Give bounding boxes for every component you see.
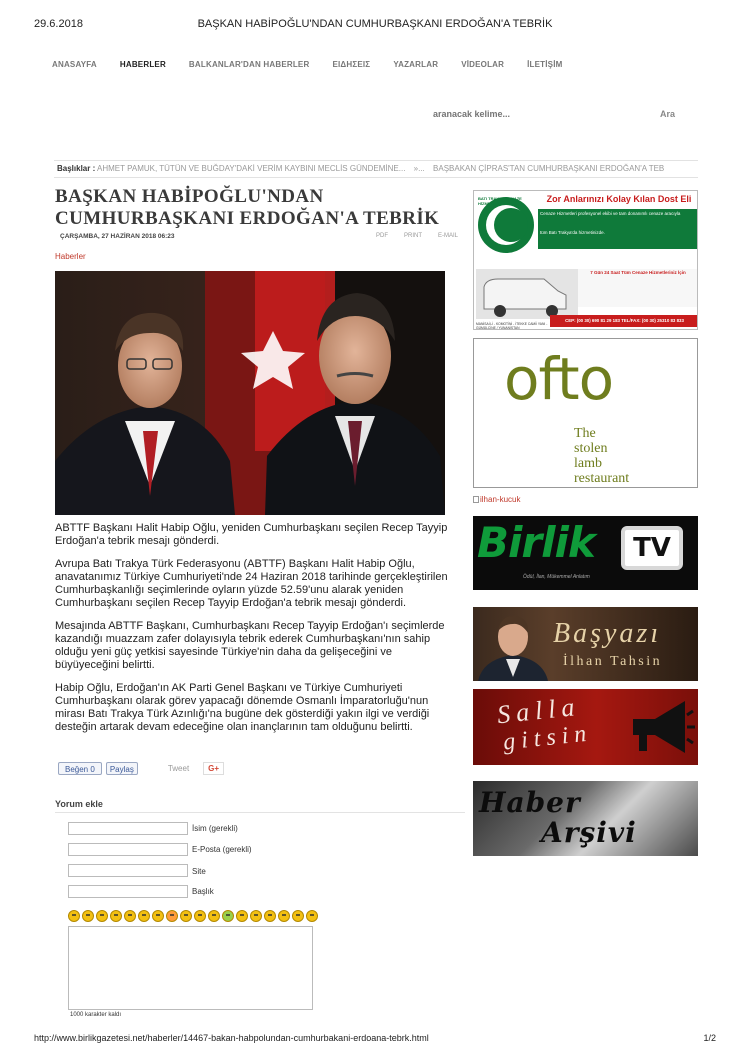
- smiley-bar: [68, 910, 320, 922]
- smiley-icon[interactable]: [152, 910, 164, 922]
- smiley-icon[interactable]: [292, 910, 304, 922]
- nav-item-yazarlar[interactable]: YAZARLAR: [393, 60, 439, 69]
- title-field[interactable]: [68, 885, 188, 898]
- smiley-icon[interactable]: [180, 910, 192, 922]
- search-input[interactable]: [425, 106, 645, 122]
- nav-item-videolar[interactable]: VİDEOLAR: [461, 60, 505, 69]
- article-tools: [376, 233, 474, 239]
- print-date: 29.6.2018: [34, 18, 83, 30]
- nav-item-haberler[interactable]: HABERLER: [119, 60, 166, 69]
- email-field-label: E-Posta (gerekli): [192, 845, 252, 854]
- smiley-icon[interactable]: [110, 910, 122, 922]
- nav-item-balkanlardan[interactable]: BALKANLAR'DAN HABERLER: [188, 60, 310, 69]
- smiley-icon[interactable]: [194, 910, 206, 922]
- facebook-share-button[interactable]: Paylaş: [106, 762, 138, 775]
- nav-item-eidiseis[interactable]: ΕΙΔΗΣΕΙΣ: [332, 60, 371, 69]
- smiley-icon[interactable]: [278, 910, 290, 922]
- social-bar: [58, 762, 224, 775]
- ad-salla-line-1: Salla: [495, 691, 582, 730]
- megaphone-icon: [625, 695, 695, 759]
- email-field[interactable]: [68, 843, 188, 856]
- ad-ofto-tagline-1: The: [574, 426, 596, 441]
- article-photo: [55, 271, 445, 515]
- smiley-icon[interactable]: [124, 910, 136, 922]
- nav-item-anasayfa[interactable]: ANASAYFA: [52, 60, 97, 69]
- ad-ofto-tagline-2: stolen: [574, 441, 608, 456]
- google-plus-button[interactable]: G+: [203, 762, 224, 775]
- ad-haber-line-1: Haber: [479, 786, 581, 819]
- ad-ofto-tagline-4: restaurant: [574, 471, 630, 486]
- ad-birlik-tv-screen: TV: [621, 526, 683, 570]
- comment-heading: Yorum ekle: [55, 799, 103, 809]
- smiley-icon[interactable]: [166, 910, 178, 922]
- main-nav: [52, 60, 586, 74]
- ticker-separator: »...: [413, 164, 425, 173]
- smiley-icon[interactable]: [250, 910, 262, 922]
- tweet-button[interactable]: Tweet: [167, 764, 190, 773]
- facebook-like-button[interactable]: Beğen 0: [58, 762, 102, 775]
- ad-cenaze-text-1: Cenaze Hizmetleri profesyonel ekibi ve tam donanımlı cenaze aracıyla: [540, 211, 681, 216]
- ad-basyazi-portrait: [473, 607, 553, 681]
- broken-image[interactable]: [473, 495, 520, 504]
- ad-cenaze-banner[interactable]: [473, 190, 698, 330]
- email-link[interactable]: E-MAIL: [438, 233, 459, 239]
- ad-cenaze-address: MANİSA İLİ - KOMOTİNİ - İTEKKE CAMİİ YANI - GÜMÜLCİNE / YUNANİSTAN: [476, 322, 548, 330]
- print-link[interactable]: PRINT: [404, 233, 422, 239]
- smiley-icon[interactable]: [222, 910, 234, 922]
- smiley-icon[interactable]: [264, 910, 276, 922]
- char-counter: 1000 karakter kaldı: [70, 1012, 122, 1018]
- ad-haber-arsivi[interactable]: [473, 781, 698, 856]
- ad-ofto-banner[interactable]: [473, 338, 698, 488]
- article-date: ÇARŞAMBA, 27 HAZİRAN 2018 06:23: [60, 233, 175, 240]
- article-paragraph: ABTTF Başkanı Halit Habip Oğlu, yeniden Cumhurbaşkanı seçilen Recep Tayyip Erdoğan'a tebrik mesajı gönderdi.: [55, 522, 448, 547]
- pdf-link[interactable]: PDF: [376, 233, 388, 239]
- print-page-number: 1/2: [703, 1033, 716, 1043]
- site-field[interactable]: [68, 864, 188, 877]
- ad-basyazi-title: Başyazı: [553, 618, 662, 649]
- ad-salla-gitsin[interactable]: [473, 689, 698, 765]
- ad-ofto-tagline-3: lamb: [574, 456, 602, 471]
- ad-birlik-brand: Birlik: [477, 518, 595, 567]
- article-paragraph: Mesajında ABTTF Başkanı, Cumhurbaşkanı Recep Tayyip Erdoğan'ı seçimlerde kazandığı muazzam zafer dolayısıyla tebrik ederek Cumhurbaşkanı'nın sahip olduğu yeni güç yetkisi sayesinde Türkiye'nin daha da gelişeceğini ve büyüyeceğini belirtti.: [55, 620, 445, 671]
- ad-cenaze-ring-text: BATI TRAKYA CENAZE HİZMETLERİ: [478, 196, 522, 206]
- print-header: [34, 18, 716, 32]
- smiley-icon[interactable]: [138, 910, 150, 922]
- name-field-label: İsim (gerekli): [192, 824, 238, 833]
- ad-cenaze-footer: 7 Gün 24 Saat Tüm Cenaze Hizmetleriniz İçin: [590, 270, 686, 275]
- search-button[interactable]: Ara: [660, 106, 690, 122]
- ticker-item[interactable]: AHMET PAMUK, TÜTÜN VE BUĞDAY'DAKİ VERİM KAYBINI MECLİS GÜNDEMİNE...: [97, 164, 406, 173]
- ad-ofto-brand: ofto: [504, 345, 614, 413]
- site-field-label: Site: [192, 867, 206, 876]
- ad-birlik-tv[interactable]: [473, 516, 698, 590]
- article-photo-illustration: [55, 271, 445, 515]
- smiley-icon[interactable]: [236, 910, 248, 922]
- article-paragraph: Avrupa Batı Trakya Türk Federasyonu (ABTTF) Başkanı Halit Habip Oğlu, anavatanımız Türkiye Cumhuriyeti'nde 24 Haziran 2018 tarihinde gerçekleştirilen Cumhurbaşkanlığı seçimlerinde oyların yüzde 52.59'unu alarak yeniden Cumhurbaşkanı seçilen Recep Tayyip Erdoğan'a tebrik mesajı gönderdi.: [55, 558, 448, 609]
- comment-textarea[interactable]: [68, 926, 313, 1010]
- name-field[interactable]: [68, 822, 188, 835]
- broken-image-icon: [473, 496, 479, 503]
- smiley-icon[interactable]: [68, 910, 80, 922]
- ticker-label: Başlıklar :: [57, 164, 96, 173]
- ad-haber-line-2: Arşivi: [541, 816, 637, 849]
- headline-ticker: [54, 160, 698, 178]
- smiley-icon[interactable]: [208, 910, 220, 922]
- print-title: BAŞKAN HABİPOĞLU'NDAN CUMHURBAŞKANI ERDOĞAN'A TEBRİK: [197, 18, 553, 30]
- ad-cenaze-phones: CEP: (00 30) 690 81 29 183 TEL/FAX: (00 30) 25310 83 833: [565, 318, 684, 323]
- broken-image-alt: ilhan-kucuk: [480, 495, 521, 504]
- article-category[interactable]: Haberler: [55, 252, 86, 261]
- article-body: [55, 522, 455, 744]
- article-title: BAŞKAN HABİPOĞLU'NDAN CUMHURBAŞKANI ERDOĞAN'A TEBRİK: [55, 186, 440, 229]
- smiley-icon[interactable]: [306, 910, 318, 922]
- ad-birlik-slogan: Ödül, İlan, Mükemmel Anlatım: [523, 574, 590, 580]
- print-footer: [34, 1033, 716, 1043]
- ad-cenaze-headline: Zor Anlarınızı Kolay Kılan Dost Eli: [546, 194, 692, 204]
- ad-cenaze-text-2: tüm Batı Trakya'da hizmetinizde.: [540, 230, 605, 235]
- ticker-item[interactable]: BAŞBAKAN ÇİPRAS'TAN CUMHURBAŞKANI ERDOĞAN'A TEB: [433, 164, 665, 173]
- ad-salla-line-2: gitsin: [501, 720, 594, 756]
- print-url: http://www.birlikgazetesi.net/haberler/14467-bakan-habpolundan-cumhurbakani-erdoana-tebrk.html: [34, 1033, 429, 1043]
- nav-item-iletisim[interactable]: İLETİŞİM: [527, 60, 563, 69]
- smiley-icon[interactable]: [96, 910, 108, 922]
- divider: [55, 812, 465, 813]
- article-paragraph: Habip Oğlu, Erdoğan'ın AK Parti Genel Başkanı ve Türkiye Cumhuriyeti Cumhurbaşkanı olarak görev yapacağı dönemde Osmanlı İmparatorluğu'nun mirası Batı Trakya Türk Azınlığı'na bugüne dek gösterdiği yakın ilgi ve verdiği desteğin artarak devam edeceğine olan inançlarının tam olduğunu belirtti.: [55, 682, 430, 733]
- ad-basyazi-author: İlhan Tahsin: [563, 654, 663, 669]
- ad-basyazi[interactable]: [473, 607, 698, 681]
- smiley-icon[interactable]: [82, 910, 94, 922]
- title-field-label: Başlık: [192, 887, 214, 896]
